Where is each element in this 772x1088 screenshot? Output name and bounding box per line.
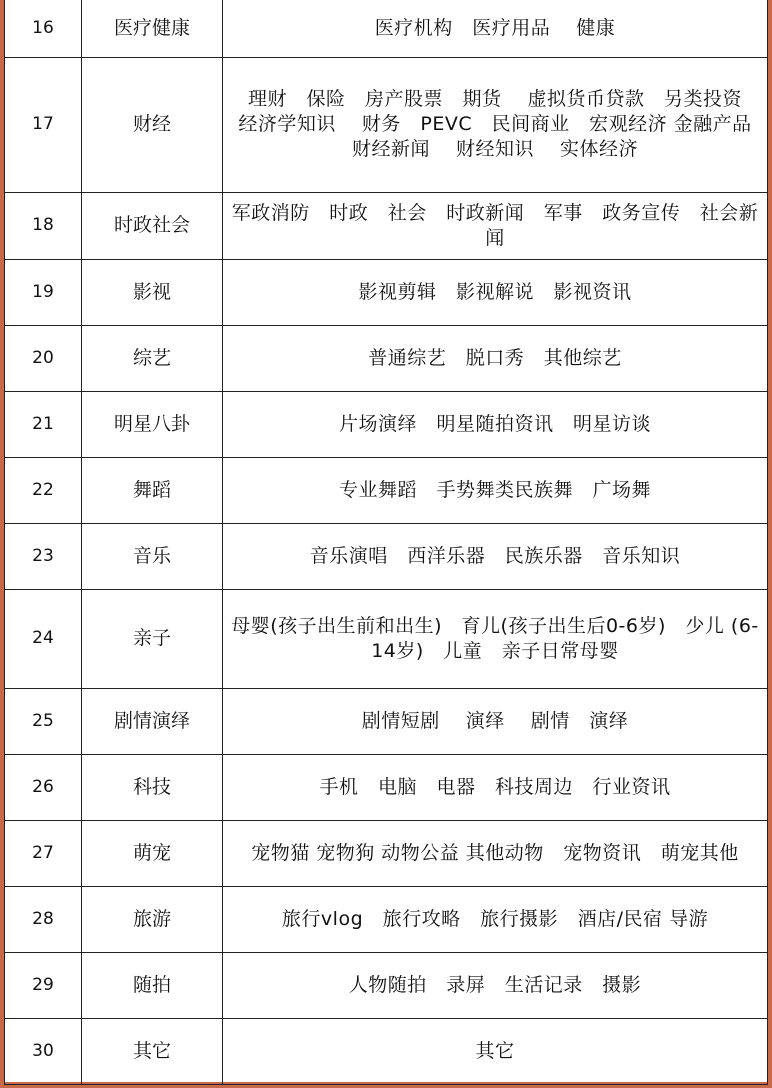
category-name: 其它 [82, 1018, 223, 1084]
subcategory-list: 音乐演唱 西洋乐器 民族乐器 音乐知识 [223, 523, 768, 589]
table-row [5, 57, 768, 192]
category-name: 医疗健康 [82, 0, 223, 57]
category-name: 时政社会 [82, 192, 223, 259]
subcategory-list: 旅行vlog 旅行攻略 旅行摄影 酒店/民宿 导游 [223, 886, 768, 952]
category-name: 明星八卦 [82, 391, 223, 457]
row-number: 19 [5, 259, 82, 325]
table-row [5, 192, 768, 259]
category-name: 综艺 [82, 325, 223, 391]
row-number: 26 [5, 754, 82, 820]
table-row [5, 457, 768, 523]
category-name: 亲子 [82, 589, 223, 688]
row-number: 24 [5, 589, 82, 688]
subcategory-list: 普通综艺 脱口秀 其他综艺 [223, 325, 768, 391]
row-number: 25 [5, 688, 82, 754]
row-number: 17 [5, 57, 82, 192]
category-table [4, 0, 772, 1085]
subcategory-list: 影视剪辑 影视解说 影视资讯 [223, 259, 768, 325]
subcategory-list: 母婴(孩子出生前和出生) 育儿(孩子出生后0-6岁) 少儿 (6-14岁) 儿童 亲子日常母婴 [223, 589, 768, 688]
subcategory-list: 片场演绎 明星随拍资讯 明星访谈 [223, 391, 768, 457]
table-row [5, 523, 768, 589]
category-name: 音乐 [82, 523, 223, 589]
row-number: 29 [5, 952, 82, 1018]
subcategory-list: 手机 电脑 电器 科技周边 行业资讯 [223, 754, 768, 820]
subcategory-list: 人物随拍 录屏 生活记录 摄影 [223, 952, 768, 1018]
table-row [5, 0, 768, 57]
table-row [5, 391, 768, 457]
subcategory-list: 军政消防 时政 社会 时政新闻 军事 政务宣传 社会新闻 [223, 192, 768, 259]
category-name: 影视 [82, 259, 223, 325]
category-name: 舞蹈 [82, 457, 223, 523]
table-row [5, 688, 768, 754]
category-name: 旅游 [82, 886, 223, 952]
row-number: 23 [5, 523, 82, 589]
table-row [5, 754, 768, 820]
row-number: 22 [5, 457, 82, 523]
subcategory-list: 专业舞蹈 手势舞类民族舞 广场舞 [223, 457, 768, 523]
category-name: 剧情演绎 [82, 688, 223, 754]
table-row [5, 886, 768, 952]
row-number: 21 [5, 391, 82, 457]
row-number: 27 [5, 820, 82, 886]
subcategory-list: 其它 [223, 1018, 768, 1084]
subcategory-list: 医疗机构 医疗用品 健康 [223, 0, 768, 57]
subcategory-list: 理财 保险 房产股票 期货 虚拟货币贷款 另类投资 经济学知识 财务 PEVC 民间商业 宏观经济 金融产品 财经新闻 财经知识 实体经济 [223, 57, 768, 192]
row-number: 16 [5, 0, 82, 57]
row-number: 28 [5, 886, 82, 952]
category-name: 随拍 [82, 952, 223, 1018]
category-name: 财经 [82, 57, 223, 192]
row-number: 20 [5, 325, 82, 391]
table-row [5, 952, 768, 1018]
row-number: 30 [5, 1018, 82, 1084]
row-number: 18 [5, 192, 82, 259]
category-name: 萌宠 [82, 820, 223, 886]
table-row [5, 325, 768, 391]
table-row [5, 1018, 768, 1084]
subcategory-list: 宠物猫 宠物狗 动物公益 其他动物 宠物资讯 萌宠其他 [223, 820, 768, 886]
table-row [5, 820, 768, 886]
category-name: 科技 [82, 754, 223, 820]
subcategory-list: 剧情短剧 演绎 剧情 演绎 [223, 688, 768, 754]
table-row [5, 589, 768, 688]
table-row [5, 259, 768, 325]
